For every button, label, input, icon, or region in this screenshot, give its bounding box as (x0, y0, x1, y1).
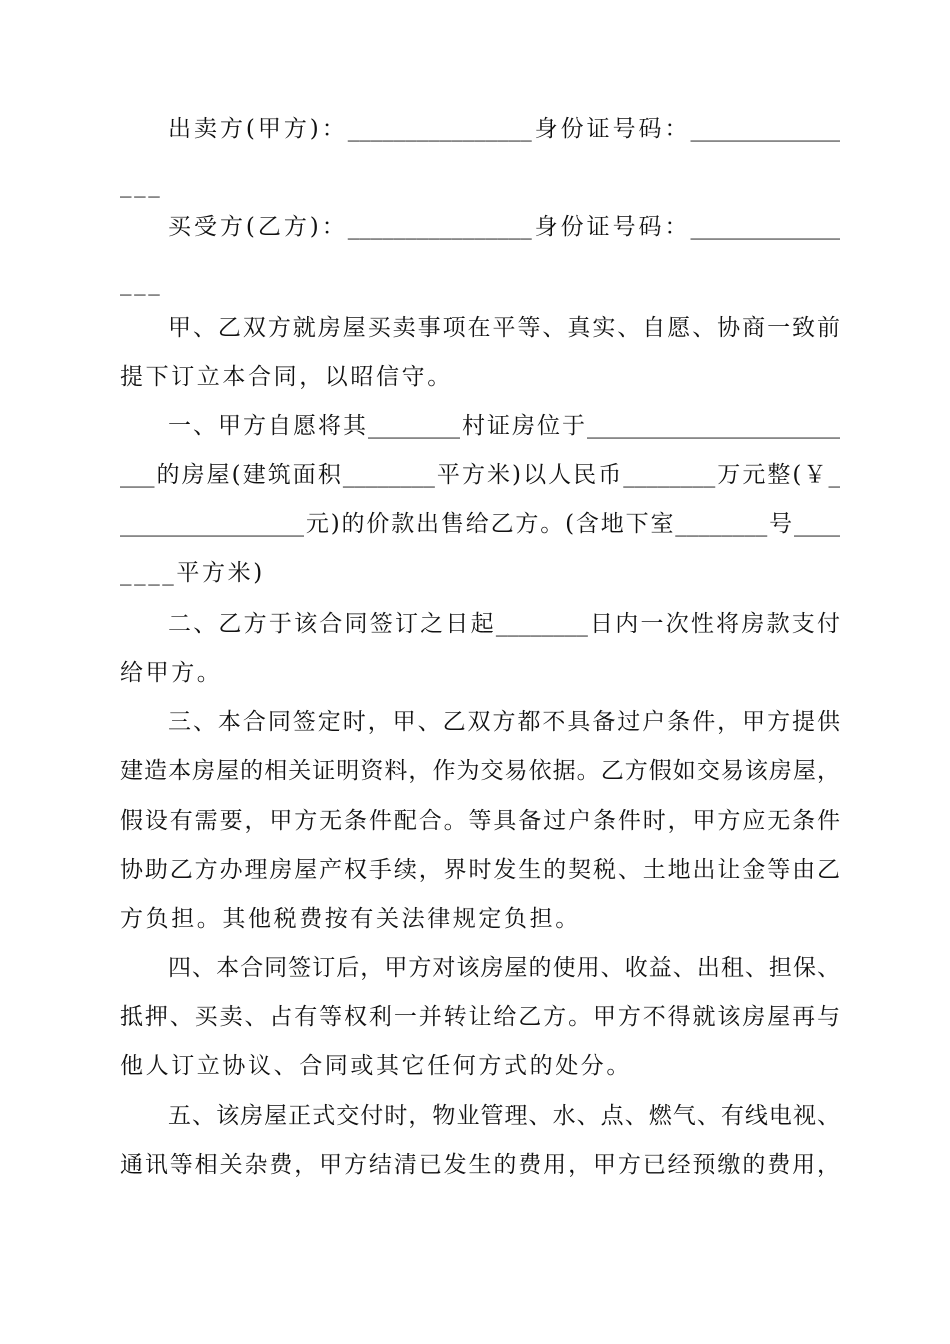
clause-2-line-1: 二、乙方于该合同签订之日起________日内一次性将房款支付 (168, 611, 840, 637)
clause-1-line-4: ____平方米) (120, 560, 265, 586)
clause-1-line-2: ___的房屋(建筑面积________平方米)以人民币________万元整(￥_ (120, 462, 840, 488)
clause-3-line-1: 三、本合同签定时，甲、乙双方都不具备过户条件，甲方提供 (168, 709, 840, 735)
buyer-line-continuation: ___ (120, 270, 163, 296)
clause-4-line-3: 他人订立协议、合同或其它任何方式的处分。 (120, 1053, 632, 1079)
clause-3-line-5: 方负担。其他税费按有关法律规定负担。 (120, 906, 581, 932)
buyer-line: 买受方(乙方)：________________身份证号码：_____________ (168, 214, 840, 240)
seller-line-continuation: ___ (120, 172, 163, 198)
clause-4-line-1: 四、本合同签订后，甲方对该房屋的使用、收益、出租、担保、 (168, 955, 840, 981)
clause-4-line-2: 抵押、买卖、占有等权利一并转让给乙方。甲方不得就该房屋再与 (120, 1004, 840, 1030)
clause-2-line-2: 给甲方。 (120, 660, 223, 686)
preamble-line-1: 甲、乙双方就房屋买卖事项在平等、真实、自愿、协商一致前 (168, 315, 840, 341)
clause-3-line-4: 协助乙方办理房屋产权手续，界时发生的契税、土地出让金等由乙 (120, 857, 840, 883)
preamble-line-2: 提下订立本合同，以昭信守。 (120, 364, 453, 390)
seller-line: 出卖方(甲方)：________________身份证号码：_____________ (168, 116, 840, 142)
clause-1-line-3: ________________元)的价款出售给乙方。(含地下室________号____ (120, 511, 840, 537)
clause-1-line-1: 一、甲方自愿将其________村证房位于______________________ (168, 413, 840, 439)
clause-3-line-3: 假设有需要，甲方无条件配合。等具备过户条件时，甲方应无条件 (120, 808, 840, 834)
clause-3-line-2: 建造本房屋的相关证明资料，作为交易依据。乙方假如交易该房屋， (120, 758, 840, 784)
clause-5-line-1: 五、该房屋正式交付时，物业管理、水、点、燃气、有线电视、 (168, 1103, 840, 1129)
clause-5-line-2: 通讯等相关杂费，甲方结清已发生的费用，甲方已经预缴的费用， (120, 1152, 840, 1178)
